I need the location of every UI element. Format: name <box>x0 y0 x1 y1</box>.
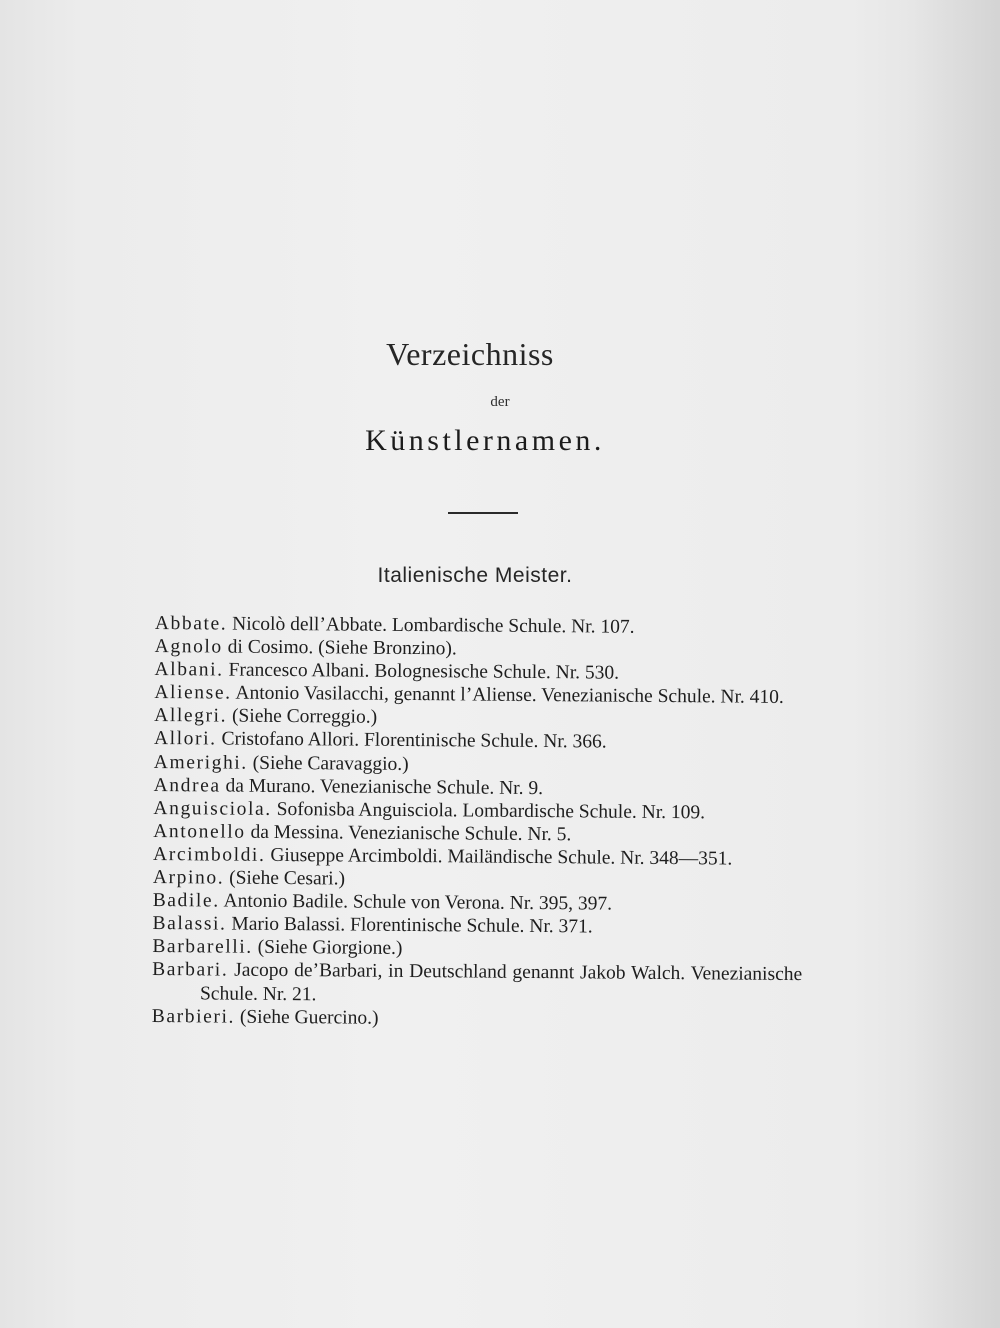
entry-text: (Siehe Guercino.) <box>239 1006 379 1029</box>
list-item <box>152 1005 802 1033</box>
entry-text: Francesco Albani. Bolognesische Schule. Nr. 530. <box>228 659 620 684</box>
entry-text: (Siehe Correggio.) <box>231 705 378 729</box>
entry-text: Jacopo de’Barbari, in Deutschland genannt Jakob Walch. Venezianische Schule. Nr. 21. <box>199 960 803 1005</box>
title-connector: der <box>490 394 510 410</box>
artist-index-list <box>152 612 805 1033</box>
artist-name: Barbari. <box>152 959 229 981</box>
artist-name: Abbate. <box>154 612 228 635</box>
page-title: Verzeichniss <box>386 336 554 372</box>
entry-text: (Siehe Caravaggio.) <box>252 752 409 775</box>
entry-text: Antonio Vasilacchi, genannt l’Aliense. Venezianische Schule. Nr. 410. <box>235 682 784 709</box>
section-heading: Italienische Meister. <box>377 564 573 587</box>
entry-text: Antonio Badile. Schule von Verona. Nr. 395, 397. <box>223 890 613 915</box>
entry-text: (Siehe Cesari.) <box>229 867 346 890</box>
entry-text: Giuseppe Arcimboldi. Mailändische Schule. Nr. 348—351. <box>270 844 733 870</box>
artist-name: Allegri. <box>154 705 228 727</box>
artist-name: Arcimboldi. <box>153 843 266 866</box>
entry-text: di Cosimo. (Siehe Bronzino). <box>227 636 457 660</box>
entry-text: Mario Balassi. Florentinische Schule. Nr. 371. <box>231 913 593 938</box>
artist-name: Anguisciola. <box>153 797 272 820</box>
artist-name: Arpino. <box>152 867 225 889</box>
entry-text: Nicolò dell’Abbate. Lombardische Schule. Nr. 107. <box>232 613 635 638</box>
page-edge-shadow <box>910 0 1000 1328</box>
artist-name: Barbieri. <box>151 1005 236 1028</box>
artist-name: Albani. <box>154 659 224 681</box>
list-item <box>152 958 802 1009</box>
entry-text: Cristofano Allori. Florentinische Schule. Nr. 366. <box>221 728 607 754</box>
artist-name: Agnolo <box>154 636 223 658</box>
artist-name: Amerighi. <box>153 751 248 774</box>
title-divider <box>448 512 518 514</box>
artist-name: Badile. <box>152 890 220 912</box>
artist-name: Andrea <box>153 774 221 797</box>
artist-name: Balassi. <box>152 913 227 935</box>
artist-name: Antonello <box>153 820 246 843</box>
page-subtitle: Künstlernamen. <box>365 424 605 457</box>
entry-text: da Messina. Venezianische Schule. Nr. 5. <box>250 821 572 846</box>
artist-name: Allori. <box>153 728 217 750</box>
artist-name: Barbarelli. <box>152 936 253 959</box>
entry-text: (Siehe Giorgione.) <box>257 937 403 960</box>
entry-text: Sofonisba Anguisciola. Lombardische Schule. Nr. 109. <box>276 798 706 824</box>
artist-name: Aliense. <box>154 682 232 704</box>
entry-text: da Murano. Venezianische Schule. Nr. 9. <box>225 775 544 799</box>
